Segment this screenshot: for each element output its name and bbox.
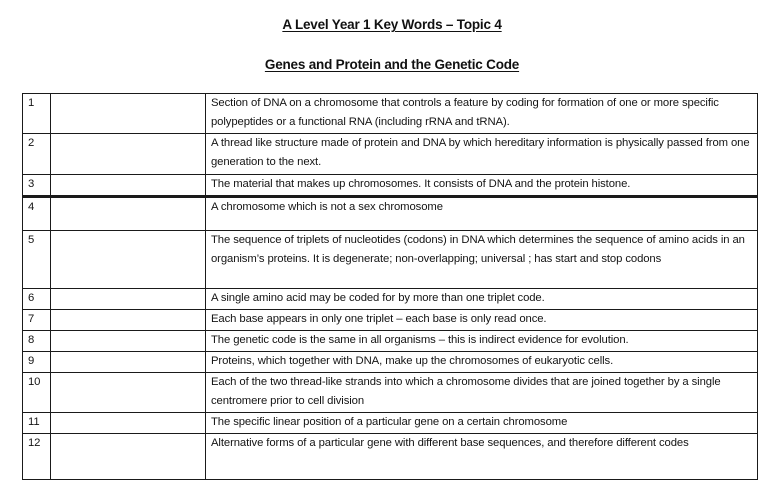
table-row [23,310,758,331]
table-row [23,352,758,373]
table-row [23,331,758,352]
table-row [23,231,758,289]
keyword-answer-cell[interactable] [51,134,206,175]
keyword-answer-cell[interactable] [51,175,206,197]
definition-cell: The sequence of triplets of nucleotides (codons) in DNA which determines the sequence of amino acids in an organism’s proteins. It is degenerate; non-overlapping; universal ; has start and stop codons [206,231,758,289]
row-number: 9 [23,352,51,373]
table-row [23,197,758,231]
definition-cell: Each of the two thread-like strands into which a chromosome divides that are joined together by a single centromere prior to cell division [206,373,758,413]
table-row [23,289,758,310]
keyword-answer-cell[interactable] [51,331,206,352]
keyword-answer-cell[interactable] [51,231,206,289]
page-subtitle: Genes and Protein and the Genetic Code [264,57,520,72]
table-row [23,373,758,413]
table-row [23,434,758,480]
table-row [23,94,758,134]
row-number: 7 [23,310,51,331]
definition-cell: The material that makes up chromosomes. It consists of DNA and the protein histone. [206,175,758,197]
row-number: 10 [23,373,51,413]
definition-cell: The genetic code is the same in all organisms – this is indirect evidence for evolution. [206,331,758,352]
row-number: 8 [23,331,51,352]
keyword-answer-cell[interactable] [51,94,206,134]
definition-cell: The specific linear position of a particular gene on a certain chromosome [206,413,758,434]
keywords-table [22,93,758,480]
definition-cell: Proteins, which together with DNA, make up the chromosomes of eukaryotic cells. [206,352,758,373]
row-number: 12 [23,434,51,480]
definition-cell: A single amino acid may be coded for by more than one triplet code. [206,289,758,310]
table-row [23,413,758,434]
page-title: A Level Year 1 Key Words – Topic 4 [282,17,502,32]
keyword-answer-cell[interactable] [51,373,206,413]
row-number: 11 [23,413,51,434]
keyword-answer-cell[interactable] [51,310,206,331]
definition-cell: Section of DNA on a chromosome that controls a feature by coding for formation of one or more specific polypeptides or a functional RNA (including rRNA and tRNA). [206,94,758,134]
keyword-answer-cell[interactable] [51,289,206,310]
definition-cell: A thread like structure made of protein and DNA by which hereditary information is physically passed from one generation to the next. [206,134,758,175]
definition-cell: A chromosome which is not a sex chromosome [206,197,758,231]
keyword-answer-cell[interactable] [51,197,206,231]
keyword-answer-cell[interactable] [51,413,206,434]
table-row [23,175,758,197]
row-number: 5 [23,231,51,289]
row-number: 1 [23,94,51,134]
row-number: 2 [23,134,51,175]
table-row [23,134,758,175]
row-number: 4 [23,197,51,231]
definition-cell: Alternative forms of a particular gene with different base sequences, and therefore different codes [206,434,758,480]
row-number: 6 [23,289,51,310]
row-number: 3 [23,175,51,197]
definition-cell: Each base appears in only one triplet – each base is only read once. [206,310,758,331]
keyword-answer-cell[interactable] [51,352,206,373]
keyword-answer-cell[interactable] [51,434,206,480]
